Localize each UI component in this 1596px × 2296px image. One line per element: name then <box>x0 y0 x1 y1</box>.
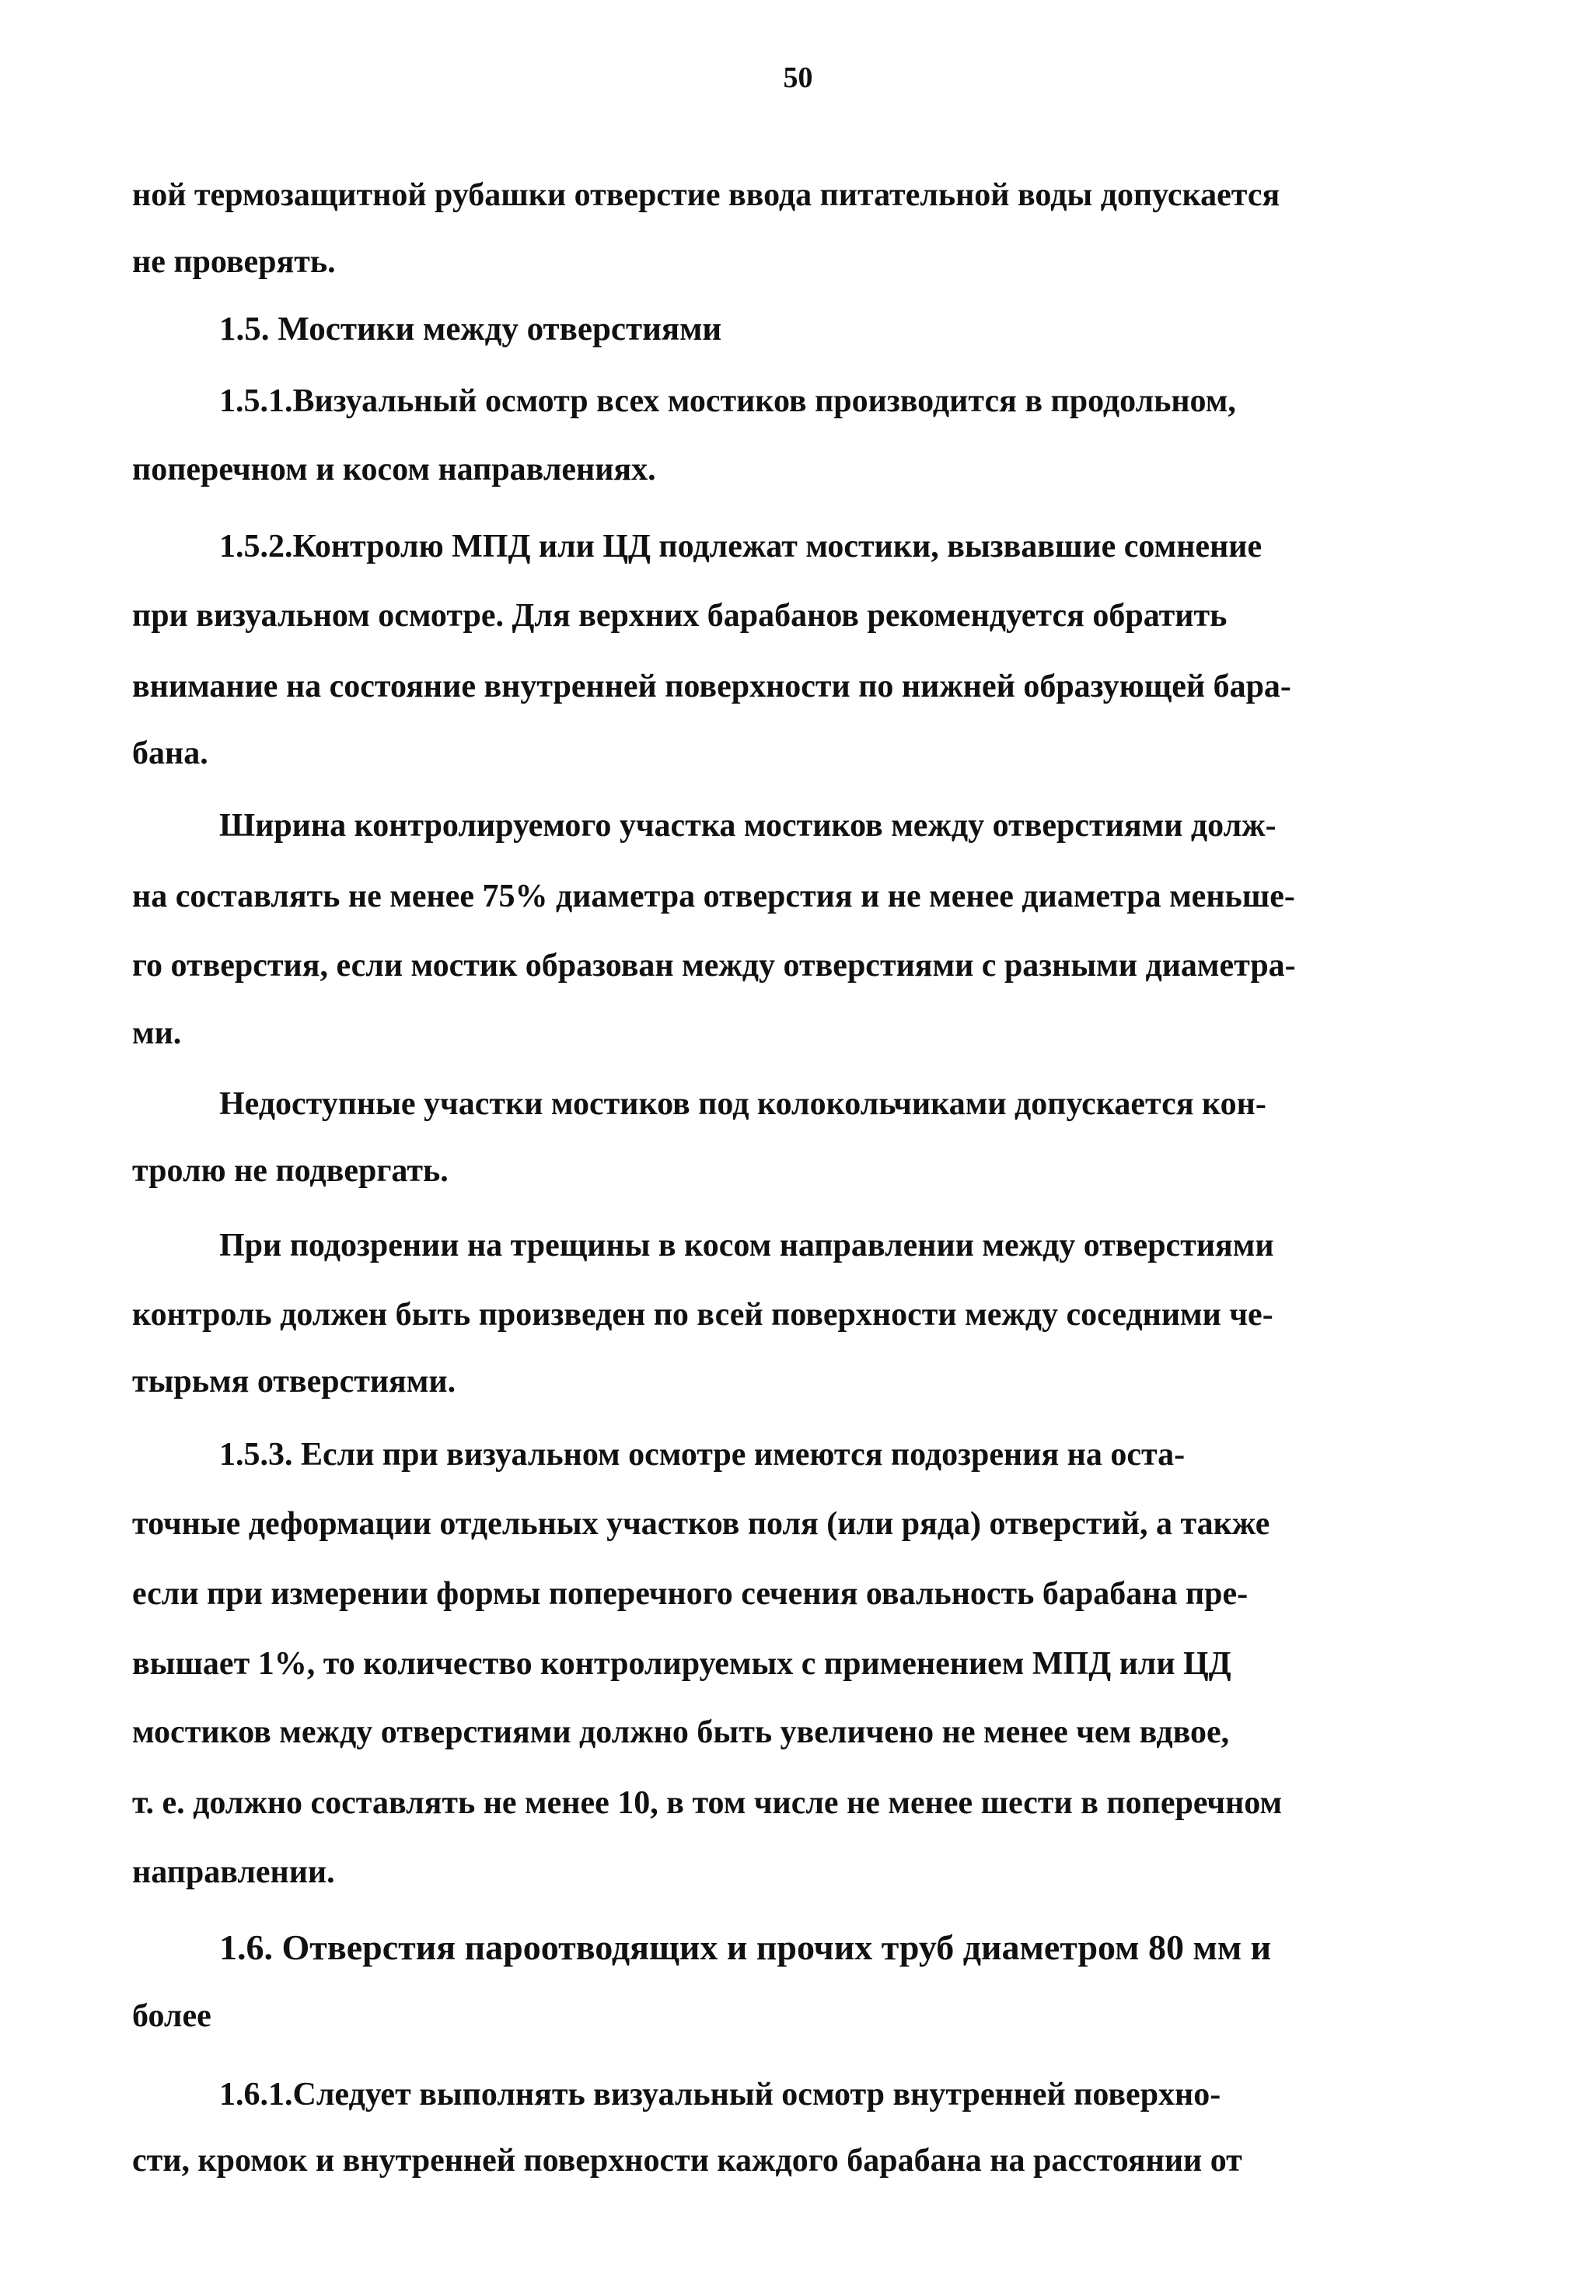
text-line: сти, кромок и внутренней поверхности каждого барабана на расстоянии от <box>132 2143 1242 2179</box>
text-line: при визуальном осмотре. Для верхних барабанов рекомендуется обратить <box>132 598 1228 634</box>
text-line: При подозрении на трещины в косом направлении между отверстиями <box>219 1228 1274 1263</box>
text-line: более <box>132 1998 211 2034</box>
page-number: 50 <box>783 61 813 94</box>
text-line: контроль должен быть произведен по всей поверхности между соседними че- <box>132 1297 1273 1333</box>
text-line: на составлять не менее 75% диаметра отверстия и не менее диаметра меньше- <box>132 879 1295 914</box>
text-line: точные деформации отдельных участков поля (или ряда) отверстий, а также <box>132 1506 1270 1542</box>
text-line: бана. <box>132 736 208 771</box>
text-line: ной термозащитной рубашки отверстие ввода питательной воды допускается <box>132 177 1280 213</box>
text-line: ми. <box>132 1015 182 1051</box>
section-heading-1-6: 1.6. Отверстия пароотводящих и прочих труб диаметром 80 мм и <box>219 1927 1272 1967</box>
section-heading-1-5: 1.5. Мостики между отверстиями <box>219 311 722 348</box>
text-line: мостиков между отверстиями должно быть увеличено не менее чем вдвое, <box>132 1714 1230 1750</box>
text-line: Ширина контролируемого участка мостиков между отверстиями долж- <box>219 808 1276 844</box>
text-line: внимание на состояние внутренней поверхности по нижней образующей бара- <box>132 669 1291 704</box>
text-line: вышает 1%, то количество контролируемых с применением МПД или ЦД <box>132 1646 1231 1682</box>
text-line: 1.5.2.Контролю МПД или ЦД подлежат мостики, вызвавшие сомнение <box>219 529 1262 564</box>
text-line: поперечном и косом направлениях. <box>132 452 656 488</box>
text-line: 1.5.1.Визуальный осмотр всех мостиков производится в продольном, <box>219 383 1236 419</box>
text-line: т. е. должно составлять не менее 10, в том числе не менее шести в поперечном <box>132 1785 1283 1821</box>
text-line: не проверять. <box>132 244 336 280</box>
text-line: тролю не подвергать. <box>132 1153 449 1189</box>
text-line: тырьмя отверстиями. <box>132 1364 456 1400</box>
text-line: 1.5.3. Если при визуальном осмотре имеются подозрения на оста- <box>219 1437 1186 1473</box>
text-line: если при измерении формы поперечного сечения овальность барабана пре- <box>132 1576 1249 1612</box>
text-line: го отверстия, если мостик образован между отверстиями с разными диаметра- <box>132 948 1296 984</box>
text-line: Недоступные участки мостиков под колокольчиками допускается кон- <box>219 1086 1266 1122</box>
text-line: 1.6.1.Следует выполнять визуальный осмотр внутренней поверхно- <box>219 2077 1221 2113</box>
text-line: направлении. <box>132 1854 335 1890</box>
